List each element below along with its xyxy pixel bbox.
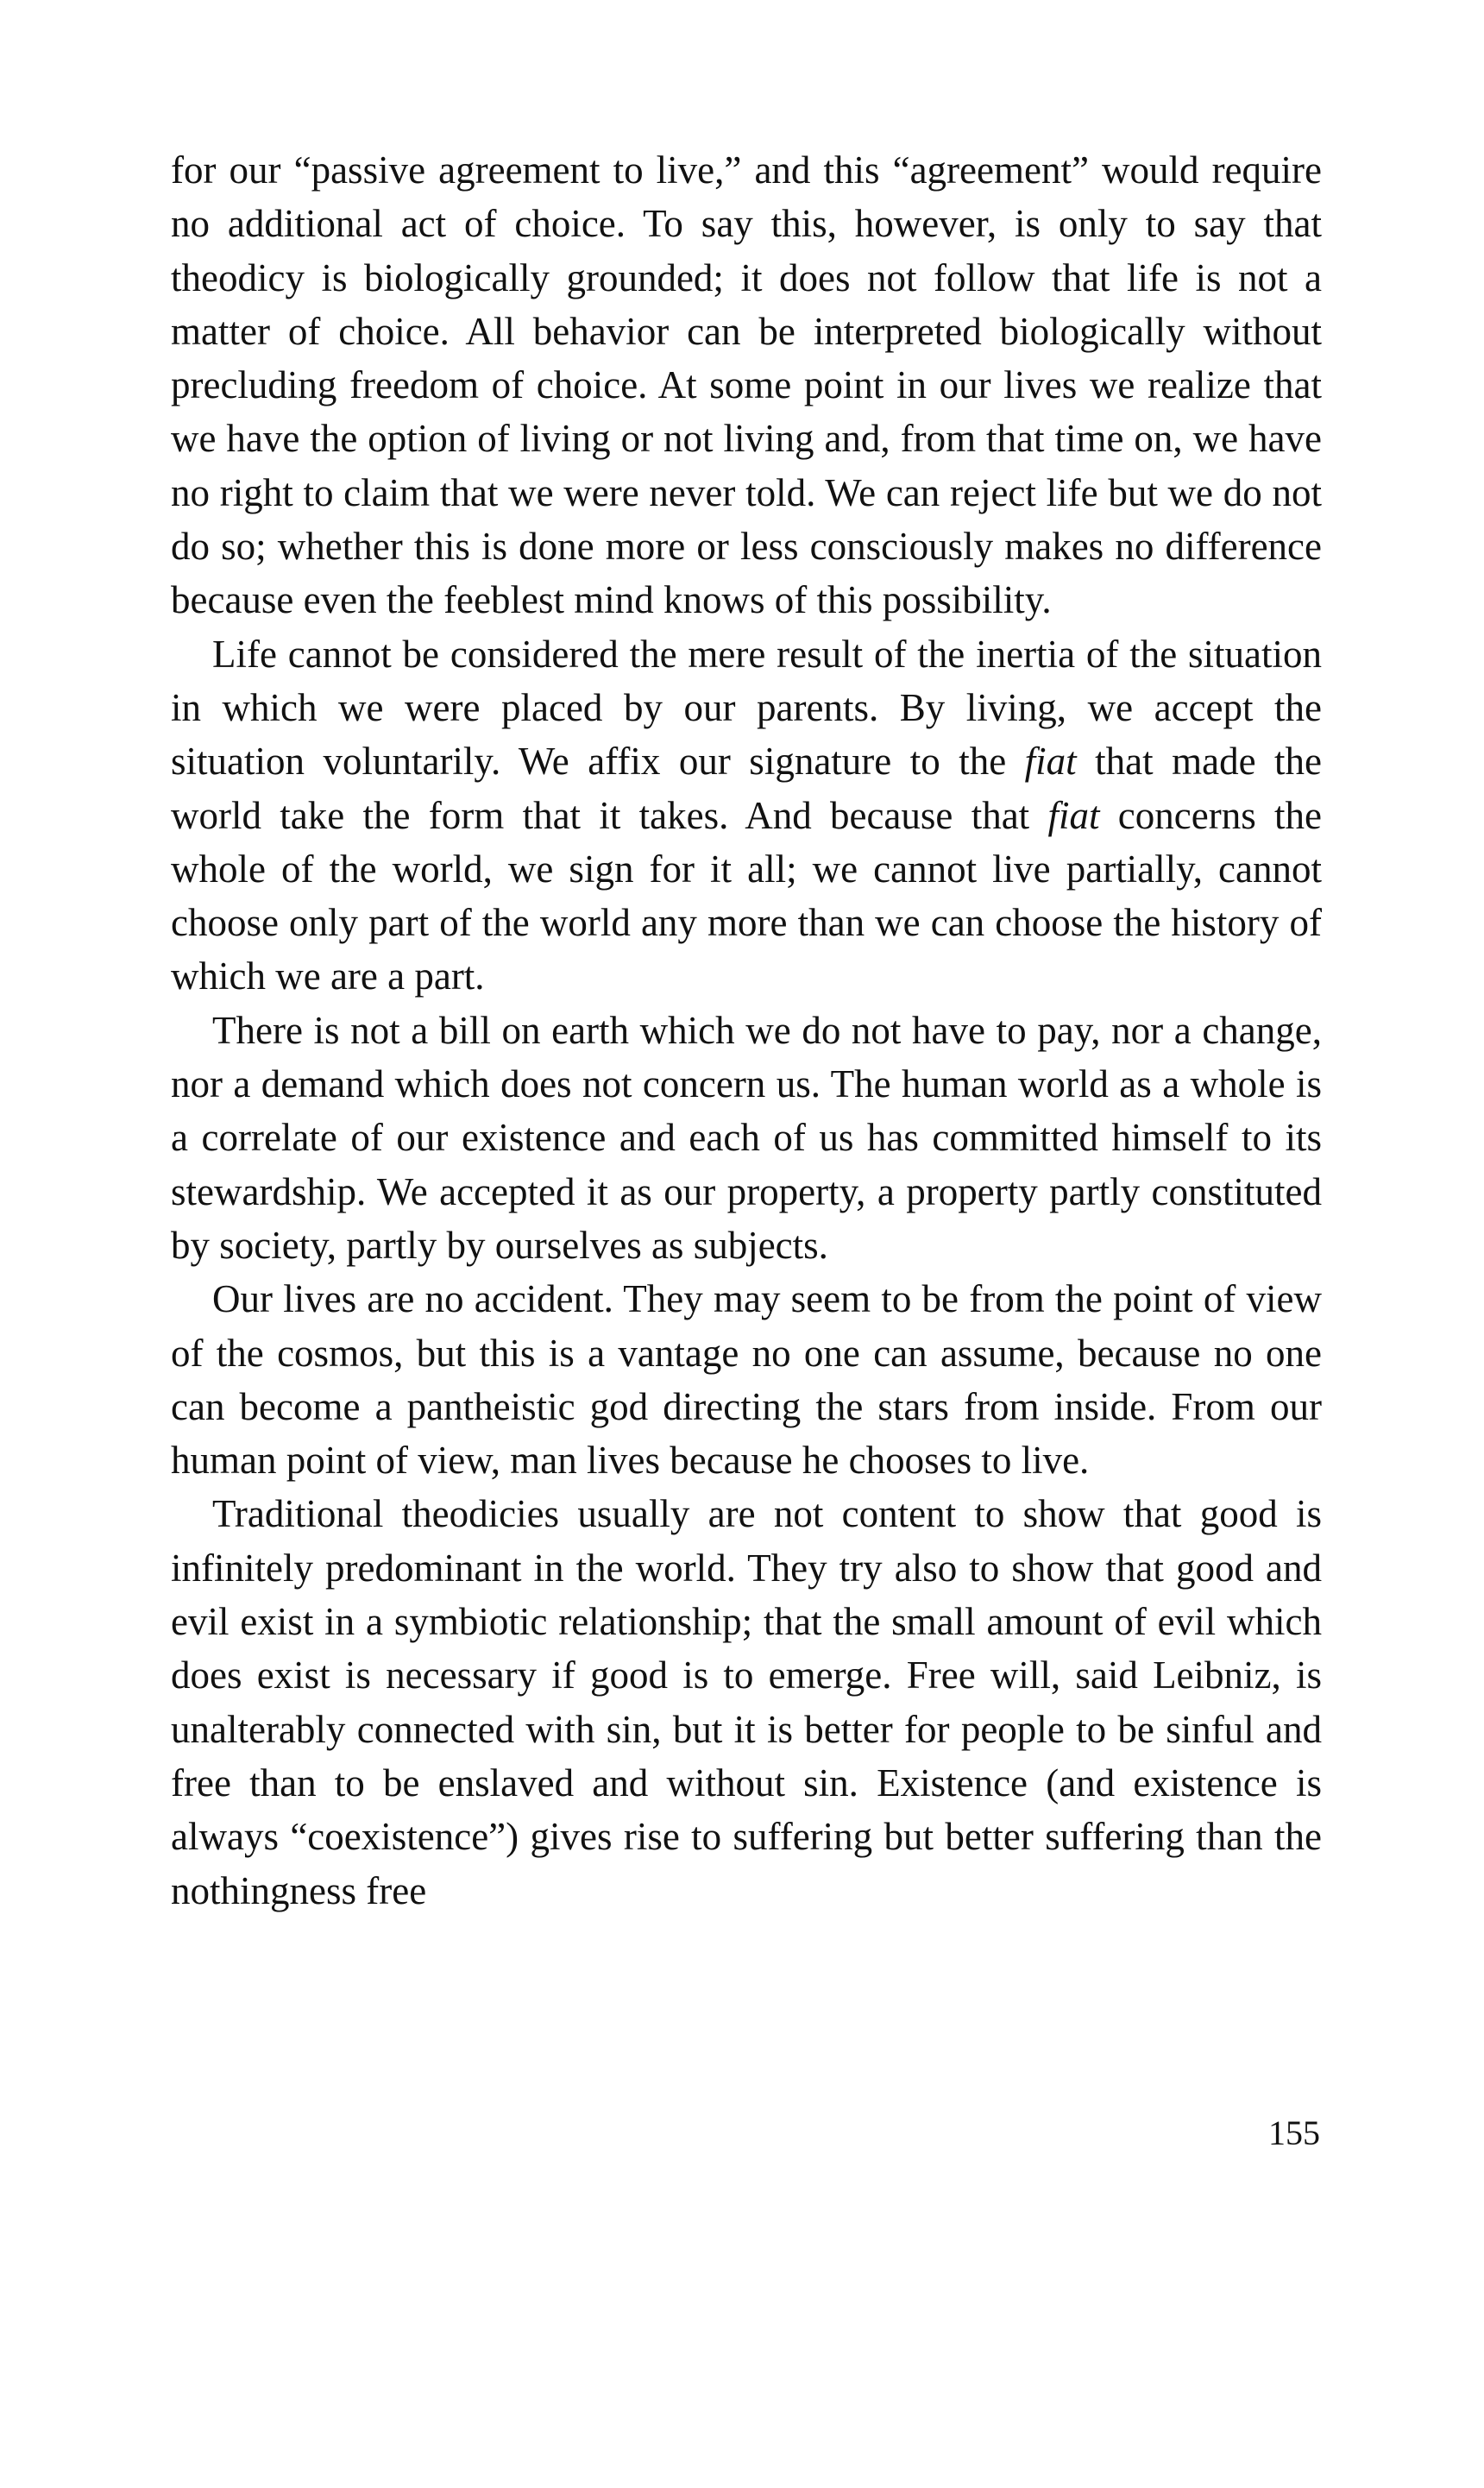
paragraph (171, 1272, 1322, 1487)
text-run: that made the world take the form that it takes. And because that (171, 740, 1322, 837)
text-run: There is not a bill on earth which we do not have to pay, nor a change, nor a demand which does not concern us. The human world as a whole is a correlate of our existence and each of us has committed himself to its stewardship. We accepted it as our property, a property partly constituted by society, partly by ourselves as subjects. (171, 1008, 1322, 1267)
text-run: Life cannot be considered the mere result of the inertia of the situation in which we were placed by our parents. By living, we accept the situation voluntarily. We affix our signature to the (171, 632, 1322, 784)
paragraph (171, 1487, 1322, 1917)
text-run: Our lives are no accident. They may seem to be from the point of view of the cosmos, but this is a vantage no one can assume, because no one can become a pantheistic god directing the stars from inside. From our human point of view, man lives because he chooses to live. (171, 1277, 1322, 1483)
paragraph (171, 1004, 1322, 1272)
text-run: for our “passive agreement to live,” and this “agreement” would require no additional act of choice. To say this, however, is only to say that theodicy is biologically grounded; it does not follow that life is not a matter of choice. All behavior can be interpreted biologically without precluding freedom of choice. At some point in our lives we realize that we have the option of living or not living and, from that time on, we have no right to claim that we were never told. We can reject life but we do not do so; whether this is done more or less consciously makes no difference because even the feeblest mind knows of this possibility. (171, 148, 1322, 622)
page-number: 155 (1268, 2113, 1320, 2152)
paragraph (171, 627, 1322, 1004)
body-text (171, 143, 1322, 1918)
text-run: Traditional theodicies usually are not content to show that good is infinitely predominant in the world. They try also to show that good and evil exist in a symbiotic relationship; that the small amount of evil which does exist is necessary if good is to emerge. Free will, said Leibniz, is unalterably connected with sin, but it is better for people to be sinful and free than to be enslaved and without sin. Existence (and existence is always “coexistence”) gives rise to suffering but better suffering than the nothingness free (171, 1492, 1322, 1912)
paragraph (171, 143, 1322, 627)
text-run: concerns the whole of the world, we sign for it all; we cannot live partially, cannot choose only part of the world any more than we can choose the history of which we are a part. (171, 793, 1322, 998)
italic-text: fiat (1047, 793, 1100, 837)
italic-text: fiat (1024, 740, 1077, 784)
